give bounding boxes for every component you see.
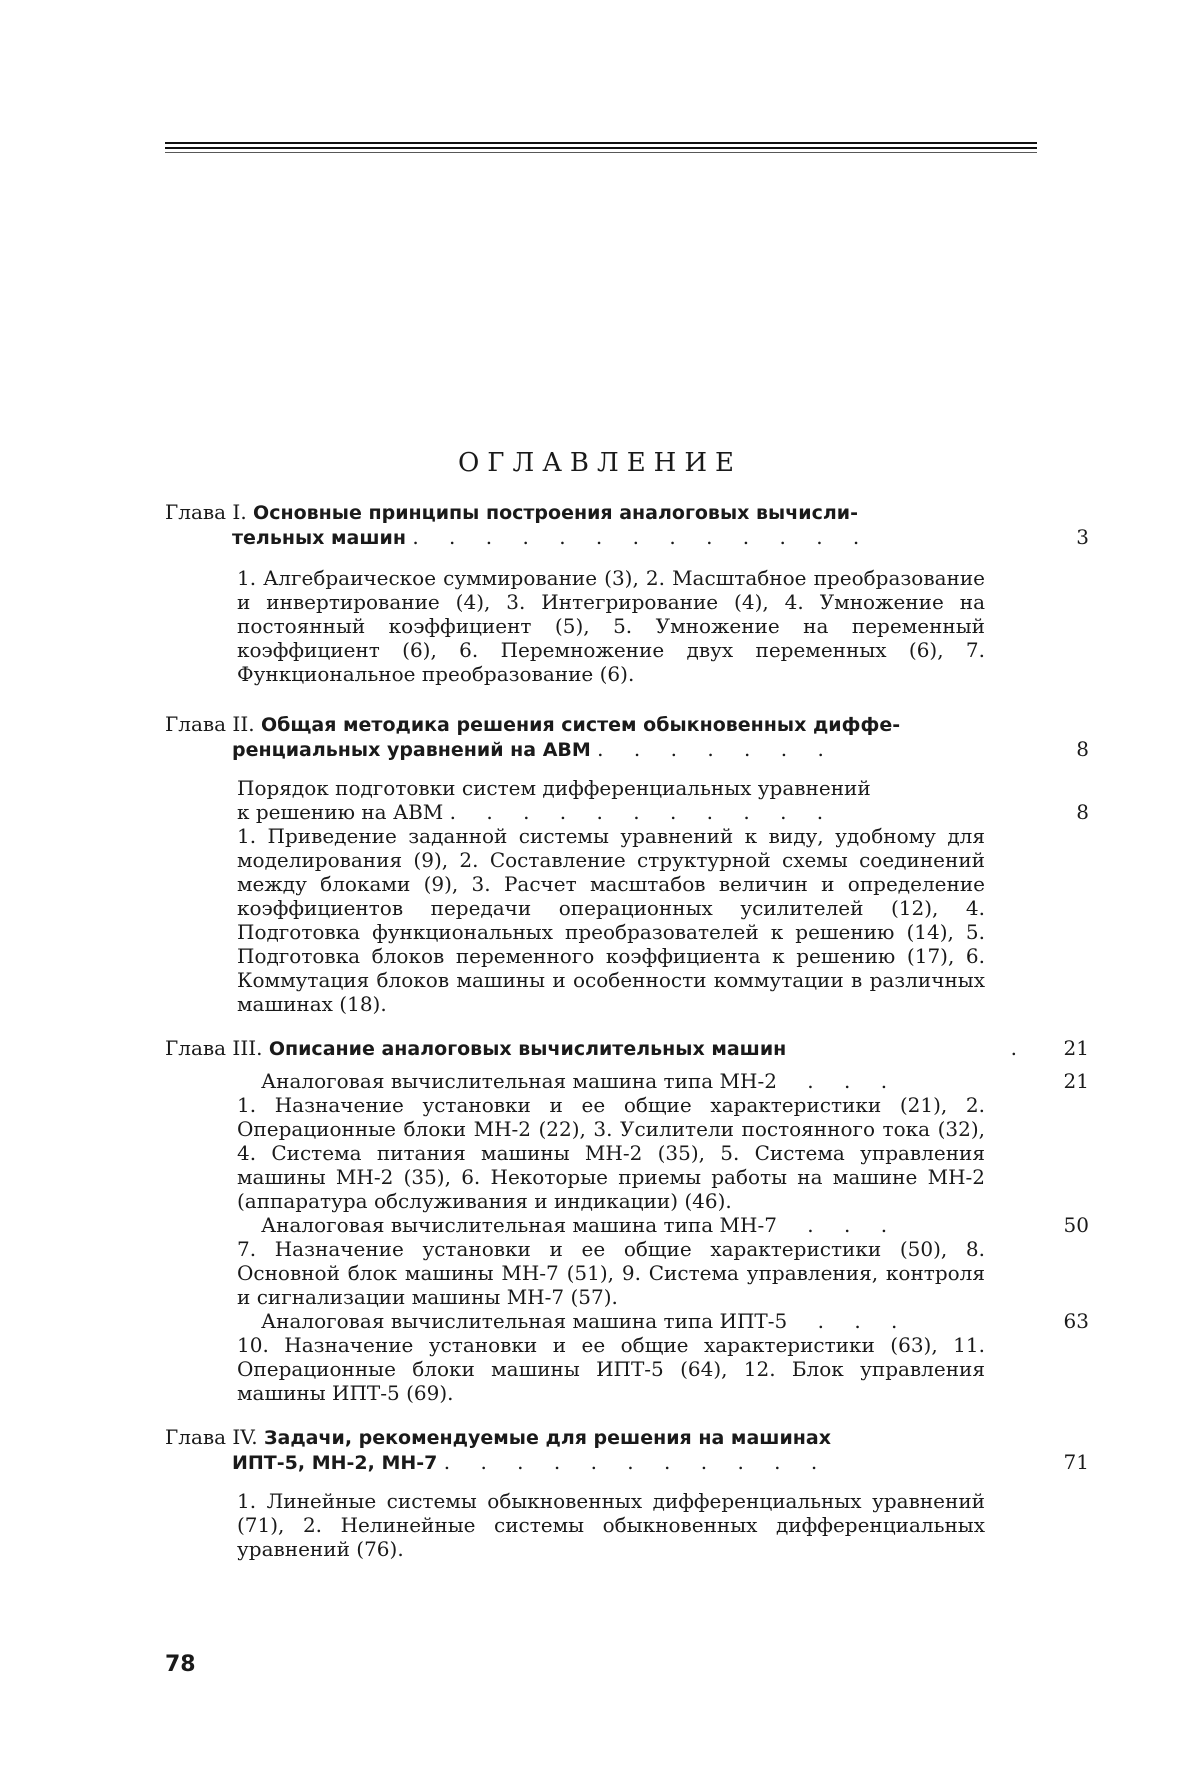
chapter-2-desc: 1. Приведение заданной системы уравнений к виду, удобному для моделирования (9), 2. Составление структурной схемы соединений между блоками (9), 3. Расчет масштабов величин и определение коэффициентов передачи операционных усилителей (12), 4. Подготовка функциональных преобразователей к решению (14), 5. Подготовка блоков переменного коэффициента к решению (17), 6. Коммутация блоков машины и особенности коммутации в различных машинах (18). (237, 824, 985, 1016)
chapter-prefix: Глава (165, 500, 227, 524)
leader-dots: . . . . . . . (597, 737, 836, 761)
leader-dots: . . . (817, 1309, 910, 1333)
section-heading[interactable] (165, 776, 1037, 800)
page-ref: 8 (1076, 737, 1089, 761)
section-desc: 10. Назначение установки и ее общие характеристики (63), 11. Операционные блоки машины ИПТ-5 (64), 12. Блок управления машины ИПТ-5 (69). (237, 1333, 985, 1405)
leader-dots: . (1010, 1036, 1017, 1060)
section-heading-cont[interactable] (165, 800, 1089, 824)
section-title: Порядок подготовки систем дифференциальных уравнений (237, 776, 871, 800)
chapter-1-heading-cont[interactable] (165, 525, 1089, 550)
chapter-3-heading[interactable] (165, 1036, 1089, 1061)
chapter-3 (165, 1036, 1089, 1405)
chapter-title-cont: тельных машин (232, 527, 406, 549)
page-ref: 21 (1063, 1069, 1089, 1093)
chapter-4-desc: 1. Линейные системы обыкновенных дифференциальных уравнений (71), 2. Нелинейные системы обыкновенных дифференциальных уравнений (76). (237, 1489, 985, 1561)
page-number: 78 (165, 1652, 196, 1677)
chapter-number: III. (232, 1036, 263, 1060)
page-ref: 71 (1063, 1450, 1089, 1474)
section-title: Аналоговая вычислительная машина типа ИПТ-5 (261, 1309, 788, 1333)
chapter-number: I. (232, 500, 247, 524)
chapter-4-heading-cont[interactable] (165, 1450, 1089, 1475)
top-rule (165, 142, 1037, 144)
chapter-4-heading[interactable] (165, 1425, 1037, 1450)
chapter-title-cont: ИПТ-5, МН-2, МН-7 (232, 1452, 438, 1474)
section-heading[interactable] (165, 1309, 1089, 1333)
leader-dots: . . . . . . . . . . . . . (412, 525, 872, 549)
chapter-prefix: Глава (165, 1036, 227, 1060)
page-ref: 63 (1063, 1309, 1089, 1333)
chapter-2-heading[interactable] (165, 712, 1037, 737)
page-title: ОГЛАВЛЕНИЕ (457, 448, 743, 478)
page-ref: 3 (1076, 525, 1089, 549)
chapter-2 (165, 712, 1089, 1016)
page-ref: 21 (1063, 1036, 1089, 1060)
chapter-title: Основные принципы построения аналоговых вычисли- (253, 502, 858, 524)
top-rule (165, 152, 1037, 153)
chapter-1-desc: 1. Алгебраическое суммирование (3), 2. Масштабное преобразование и инвертирование (4), 3. Интегрирование (4), 4. Умножение на постоянный коэффициент (5), 5. Умножение на переменный коэффициент (6), 6. Перемножение двух переменных (6), 7. Функциональное преобразование (6). (237, 566, 985, 686)
leader-dots: . . . . . . . . . . . (449, 800, 836, 824)
chapter-title-cont: ренциальных уравнений на АВМ (232, 739, 591, 761)
table-of-contents (165, 500, 1089, 1561)
page-ref: 8 (1076, 800, 1089, 824)
chapter-prefix: Глава (165, 1425, 227, 1449)
chapter-2-heading-cont[interactable] (165, 737, 1089, 762)
leader-dots: . . . (807, 1069, 900, 1093)
chapter-title: Общая методика решения систем обыкновенных диффе- (260, 714, 901, 736)
chapter-number: II. (232, 712, 255, 736)
section-heading[interactable] (165, 1069, 1089, 1093)
chapter-1 (165, 500, 1089, 686)
section-heading[interactable] (165, 1213, 1089, 1237)
chapter-title: Задачи, рекомендуемые для решения на машинах (264, 1427, 831, 1449)
chapter-prefix: Глава (165, 712, 227, 736)
chapter-4 (165, 1425, 1089, 1561)
section-title: Аналоговая вычислительная машина типа МН-7 (261, 1213, 777, 1237)
top-rule (165, 147, 1037, 149)
leader-dots: . . . (807, 1213, 900, 1237)
chapter-1-heading[interactable] (165, 500, 1037, 525)
section-title: Аналоговая вычислительная машина типа МН-2 (261, 1069, 777, 1093)
section-title-cont: к решению на АВМ (237, 800, 444, 824)
chapter-number: IV. (232, 1425, 258, 1449)
chapter-title: Описание аналоговых вычислительных машин (268, 1038, 787, 1060)
section-desc: 7. Назначение установки и ее общие характеристики (50), 8. Основной блок машины МН-7 (51), 9. Система управления, контроля и сигнализации машины МН-7 (57). (237, 1237, 985, 1309)
section-desc: 1. Назначение установки и ее общие характеристики (21), 2. Операционные блоки МН-2 (22), 3. Усилители постоянного тока (32), 4. Система питания машины МН-2 (35), 5. Система управления машины МН-2 (35), 6. Некоторые приемы работы на машине МН-2 (аппаратура обслуживания и индикации) (46). (237, 1093, 985, 1213)
page-ref: 50 (1063, 1213, 1089, 1237)
leader-dots: . . . . . . . . . . . (443, 1450, 830, 1474)
